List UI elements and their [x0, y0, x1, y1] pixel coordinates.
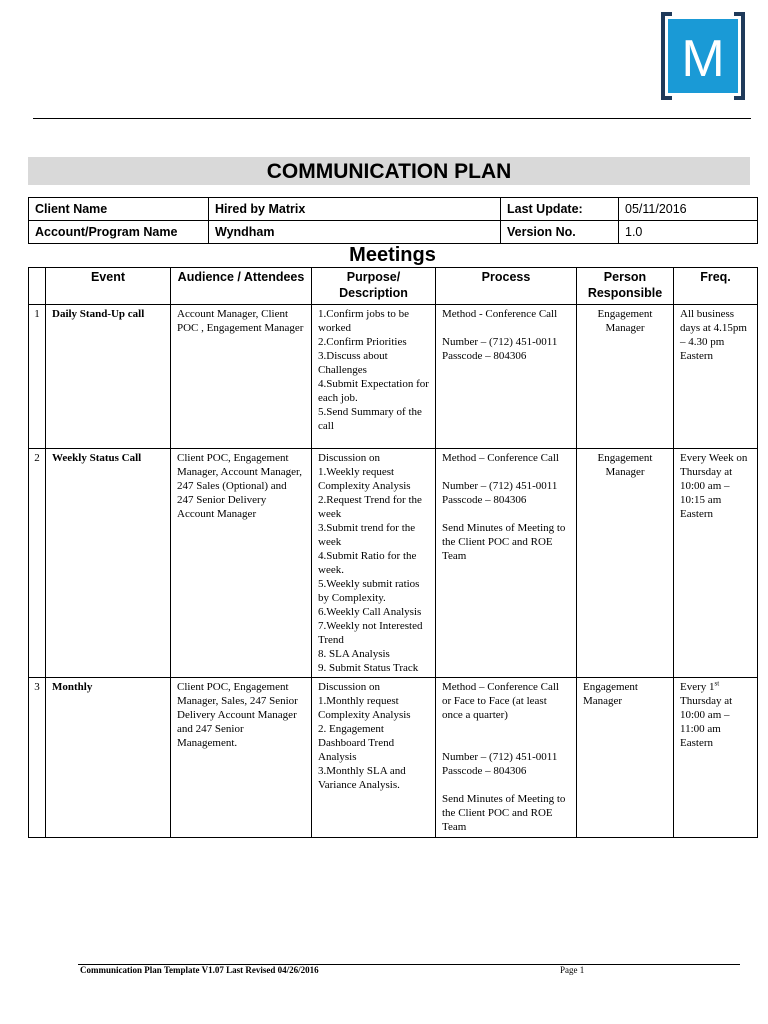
frequency-rest: Thursday at 10:00 am – 11:00 am Eastern	[680, 695, 733, 749]
purpose-item: 4.Submit Expectation for each job.	[318, 378, 429, 404]
frequency	[674, 678, 758, 838]
purpose	[312, 678, 436, 838]
footer-template-info: Communication Plan Template V1.07 Last Revised 04/26/2016	[80, 965, 319, 975]
table-row	[29, 305, 758, 449]
header-person-line2: Responsible	[587, 286, 663, 300]
matrix-logo	[658, 11, 748, 101]
person-responsible: Engagement Manager	[577, 678, 674, 838]
header-purpose-line1: Purpose/	[346, 270, 401, 284]
process	[436, 678, 577, 838]
info-table	[28, 197, 758, 244]
purpose-item: 2. Engagement Dashboard Trend Analysis	[318, 723, 395, 763]
purpose-item: 5.Send Summary of the call	[318, 406, 422, 432]
header-process: Process	[436, 268, 577, 305]
purpose-item: 5.Weekly submit ratios by Complexity.	[318, 578, 420, 604]
purpose	[312, 449, 436, 678]
process-method: Method - Conference Call	[442, 308, 558, 320]
audience: Client POC, Engagement Manager, Sales, 247 Senior Delivery Account Manager and 247 Senior Management.	[171, 678, 312, 838]
event-name: Daily Stand-Up call	[46, 305, 171, 449]
meetings-heading: Meetings	[349, 244, 436, 266]
purpose-item: 2.Request Trend for the week	[318, 494, 422, 520]
process	[436, 449, 577, 678]
audience: Client POC, Engagement Manager, Account Manager, 247 Sales (Optional) and 247 Senior Delivery Account Manager	[171, 449, 312, 678]
header-purpose	[312, 268, 436, 305]
table-row	[29, 678, 758, 838]
process-passcode: Passcode – 804306	[442, 765, 527, 777]
table-row	[29, 449, 758, 678]
process-method: Method – Conference Call or Face to Face (at least once a quarter)	[442, 681, 559, 721]
purpose-item: Discussion on	[318, 452, 381, 464]
purpose-item: 2.Confirm Priorities	[318, 336, 407, 348]
purpose-item: Discussion on	[318, 681, 381, 693]
client-name-label: Client Name	[29, 198, 209, 221]
info-row-account	[29, 221, 758, 244]
frequency-ordinal: st	[714, 679, 720, 688]
header-num	[29, 268, 46, 305]
person-responsible: Engagement Manager	[577, 305, 674, 449]
meetings-header-row	[29, 268, 758, 305]
purpose-item: 1.Monthly request Complexity Analysis	[318, 695, 411, 721]
meetings-table	[28, 267, 758, 838]
process-minutes: Send Minutes of Meeting to the Client POC and ROE Team	[442, 793, 566, 833]
purpose	[312, 305, 436, 449]
purpose-item: 7.Weekly not Interested Trend	[318, 620, 423, 646]
account-program-label: Account/Program Name	[29, 221, 209, 244]
purpose-item: 3.Discuss about Challenges	[318, 350, 388, 376]
purpose-item: 3.Submit trend for the week	[318, 522, 416, 548]
last-update-value: 05/11/2016	[619, 198, 758, 221]
process	[436, 305, 577, 449]
row-number: 3	[29, 678, 46, 838]
process-method: Method – Conference Call	[442, 452, 559, 464]
version-value: 1.0	[619, 221, 758, 244]
frequency-prefix: Every 1	[680, 681, 715, 693]
header-rule	[33, 118, 751, 119]
last-update-label: Last Update:	[501, 198, 619, 221]
header-purpose-line2: Description	[339, 286, 408, 300]
process-number: Number – (712) 451-0011	[442, 751, 558, 763]
purpose-item: 1.Confirm jobs to be worked	[318, 308, 410, 334]
row-number: 2	[29, 449, 46, 678]
account-program-value: Wyndham	[209, 221, 501, 244]
process-passcode: Passcode – 804306	[442, 494, 527, 506]
purpose-item: 6.Weekly Call Analysis	[318, 606, 422, 618]
purpose-item: 9. Submit Status Track	[318, 662, 419, 674]
logo-letter: M	[681, 30, 725, 88]
person-responsible: Engagement Manager	[577, 449, 674, 678]
page-title: COMMUNICATION PLAN	[28, 157, 750, 185]
purpose-item: 3.Monthly SLA and Variance Analysis.	[318, 765, 406, 791]
version-label: Version No.	[501, 221, 619, 244]
footer-page-number: Page 1	[560, 965, 585, 975]
header-person	[577, 268, 674, 305]
frequency: All business days at 4.15pm – 4.30 pm Eastern	[674, 305, 758, 449]
purpose-item: 8. SLA Analysis	[318, 648, 390, 660]
info-row-client	[29, 198, 758, 221]
row-number: 1	[29, 305, 46, 449]
frequency: Every Week on Thursday at 10:00 am – 10:15 am Eastern	[674, 449, 758, 678]
audience: Account Manager, Client POC , Engagement Manager	[171, 305, 312, 449]
process-passcode: Passcode – 804306	[442, 350, 527, 362]
process-minutes: Send Minutes of Meeting to the Client POC and ROE Team	[442, 522, 566, 562]
event-name: Monthly	[46, 678, 171, 838]
event-name: Weekly Status Call	[46, 449, 171, 678]
purpose-item: 4.Submit Ratio for the week.	[318, 550, 417, 576]
header-freq: Freq.	[674, 268, 758, 305]
client-name-value: Hired by Matrix	[209, 198, 501, 221]
process-number: Number – (712) 451-0011	[442, 480, 558, 492]
purpose-item: 1.Weekly request Complexity Analysis	[318, 466, 411, 492]
header-person-line1: Person	[603, 270, 647, 284]
header-event: Event	[46, 268, 171, 305]
process-number: Number – (712) 451-0011	[442, 336, 558, 348]
header-audience: Audience / Attendees	[171, 268, 312, 305]
